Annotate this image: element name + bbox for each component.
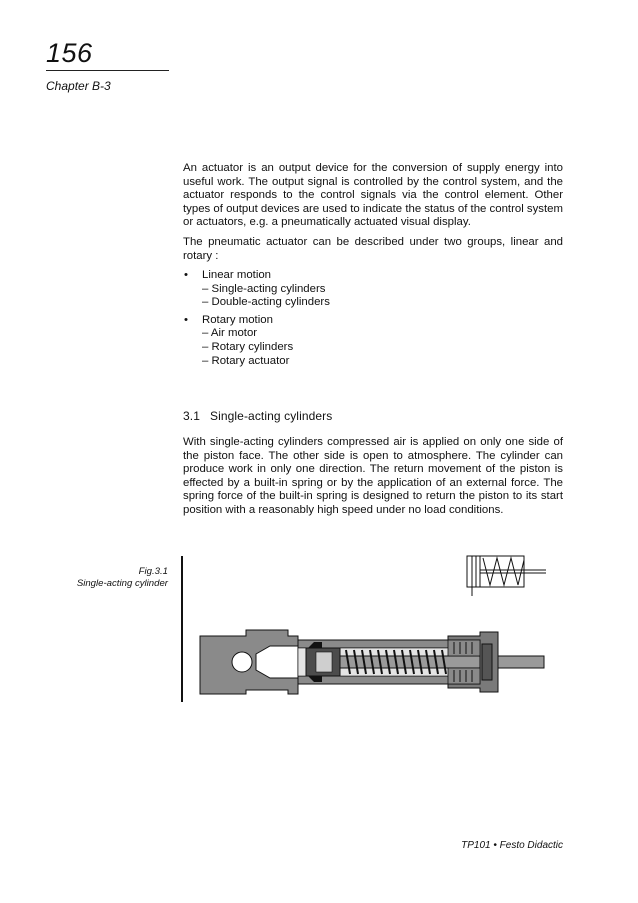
group-label: Rotary motion [202,313,273,326]
group-sub-item: – Air motor [202,327,258,340]
bullet-icon: • [184,313,188,326]
figure-rule [181,556,183,702]
group-label: Linear motion [202,269,272,281]
cylinder-circuit-symbol [462,552,548,596]
group-sub-item: – Single-acting cylinders [202,282,326,295]
cylinder-section-drawing [198,626,546,698]
section-number: 3.1 [183,409,200,423]
header-rule [46,70,169,71]
bullet-icon: • [184,269,188,281]
intro-paragraph-1: An actuator is an output device for the conversion of supply energy into useful work. The output signal is controlled by the control system, and the actuator responds to the control signals via the control element. Other types of output devices are used to indicate the status of the control system or actuators, e.g. a pneumatically actuated visual display. [183,162,563,229]
list-item-linear [183,269,563,310]
footer-text: TP101 • Festo Didactic [461,840,563,851]
section-title: Single-acting cylinders [210,409,333,423]
group-sub-item: – Rotary actuator [202,354,290,367]
page-number: 156 [46,38,93,68]
section-heading [183,409,332,423]
list-item-rotary [183,314,563,368]
figure-number: Fig.3.1 [138,566,168,577]
intro-paragraph-2: The pneumatic actuator can be described under two groups, linear and rotary : [183,236,563,262]
figure-caption [40,566,168,590]
section-paragraph: With single-acting cylinders compressed air is applied on only one side of the piston face. The other side is open to atmosphere. The cylinder can produce work in only one direction. The return movement of the piston is effected by a built-in spring or by the application of an external force. The spring force of the built-in spring is designed to return the piston to its start position with a reasonably high speed under no load conditions. [183,436,563,516]
group-sub-item: – Double-acting cylinders [202,296,330,309]
group-sub-item: – Rotary cylinders [202,340,294,353]
figure-title: Single-acting cylinder [76,578,168,589]
actuator-group-list [183,269,563,372]
chapter-label: Chapter B-3 [46,79,111,93]
